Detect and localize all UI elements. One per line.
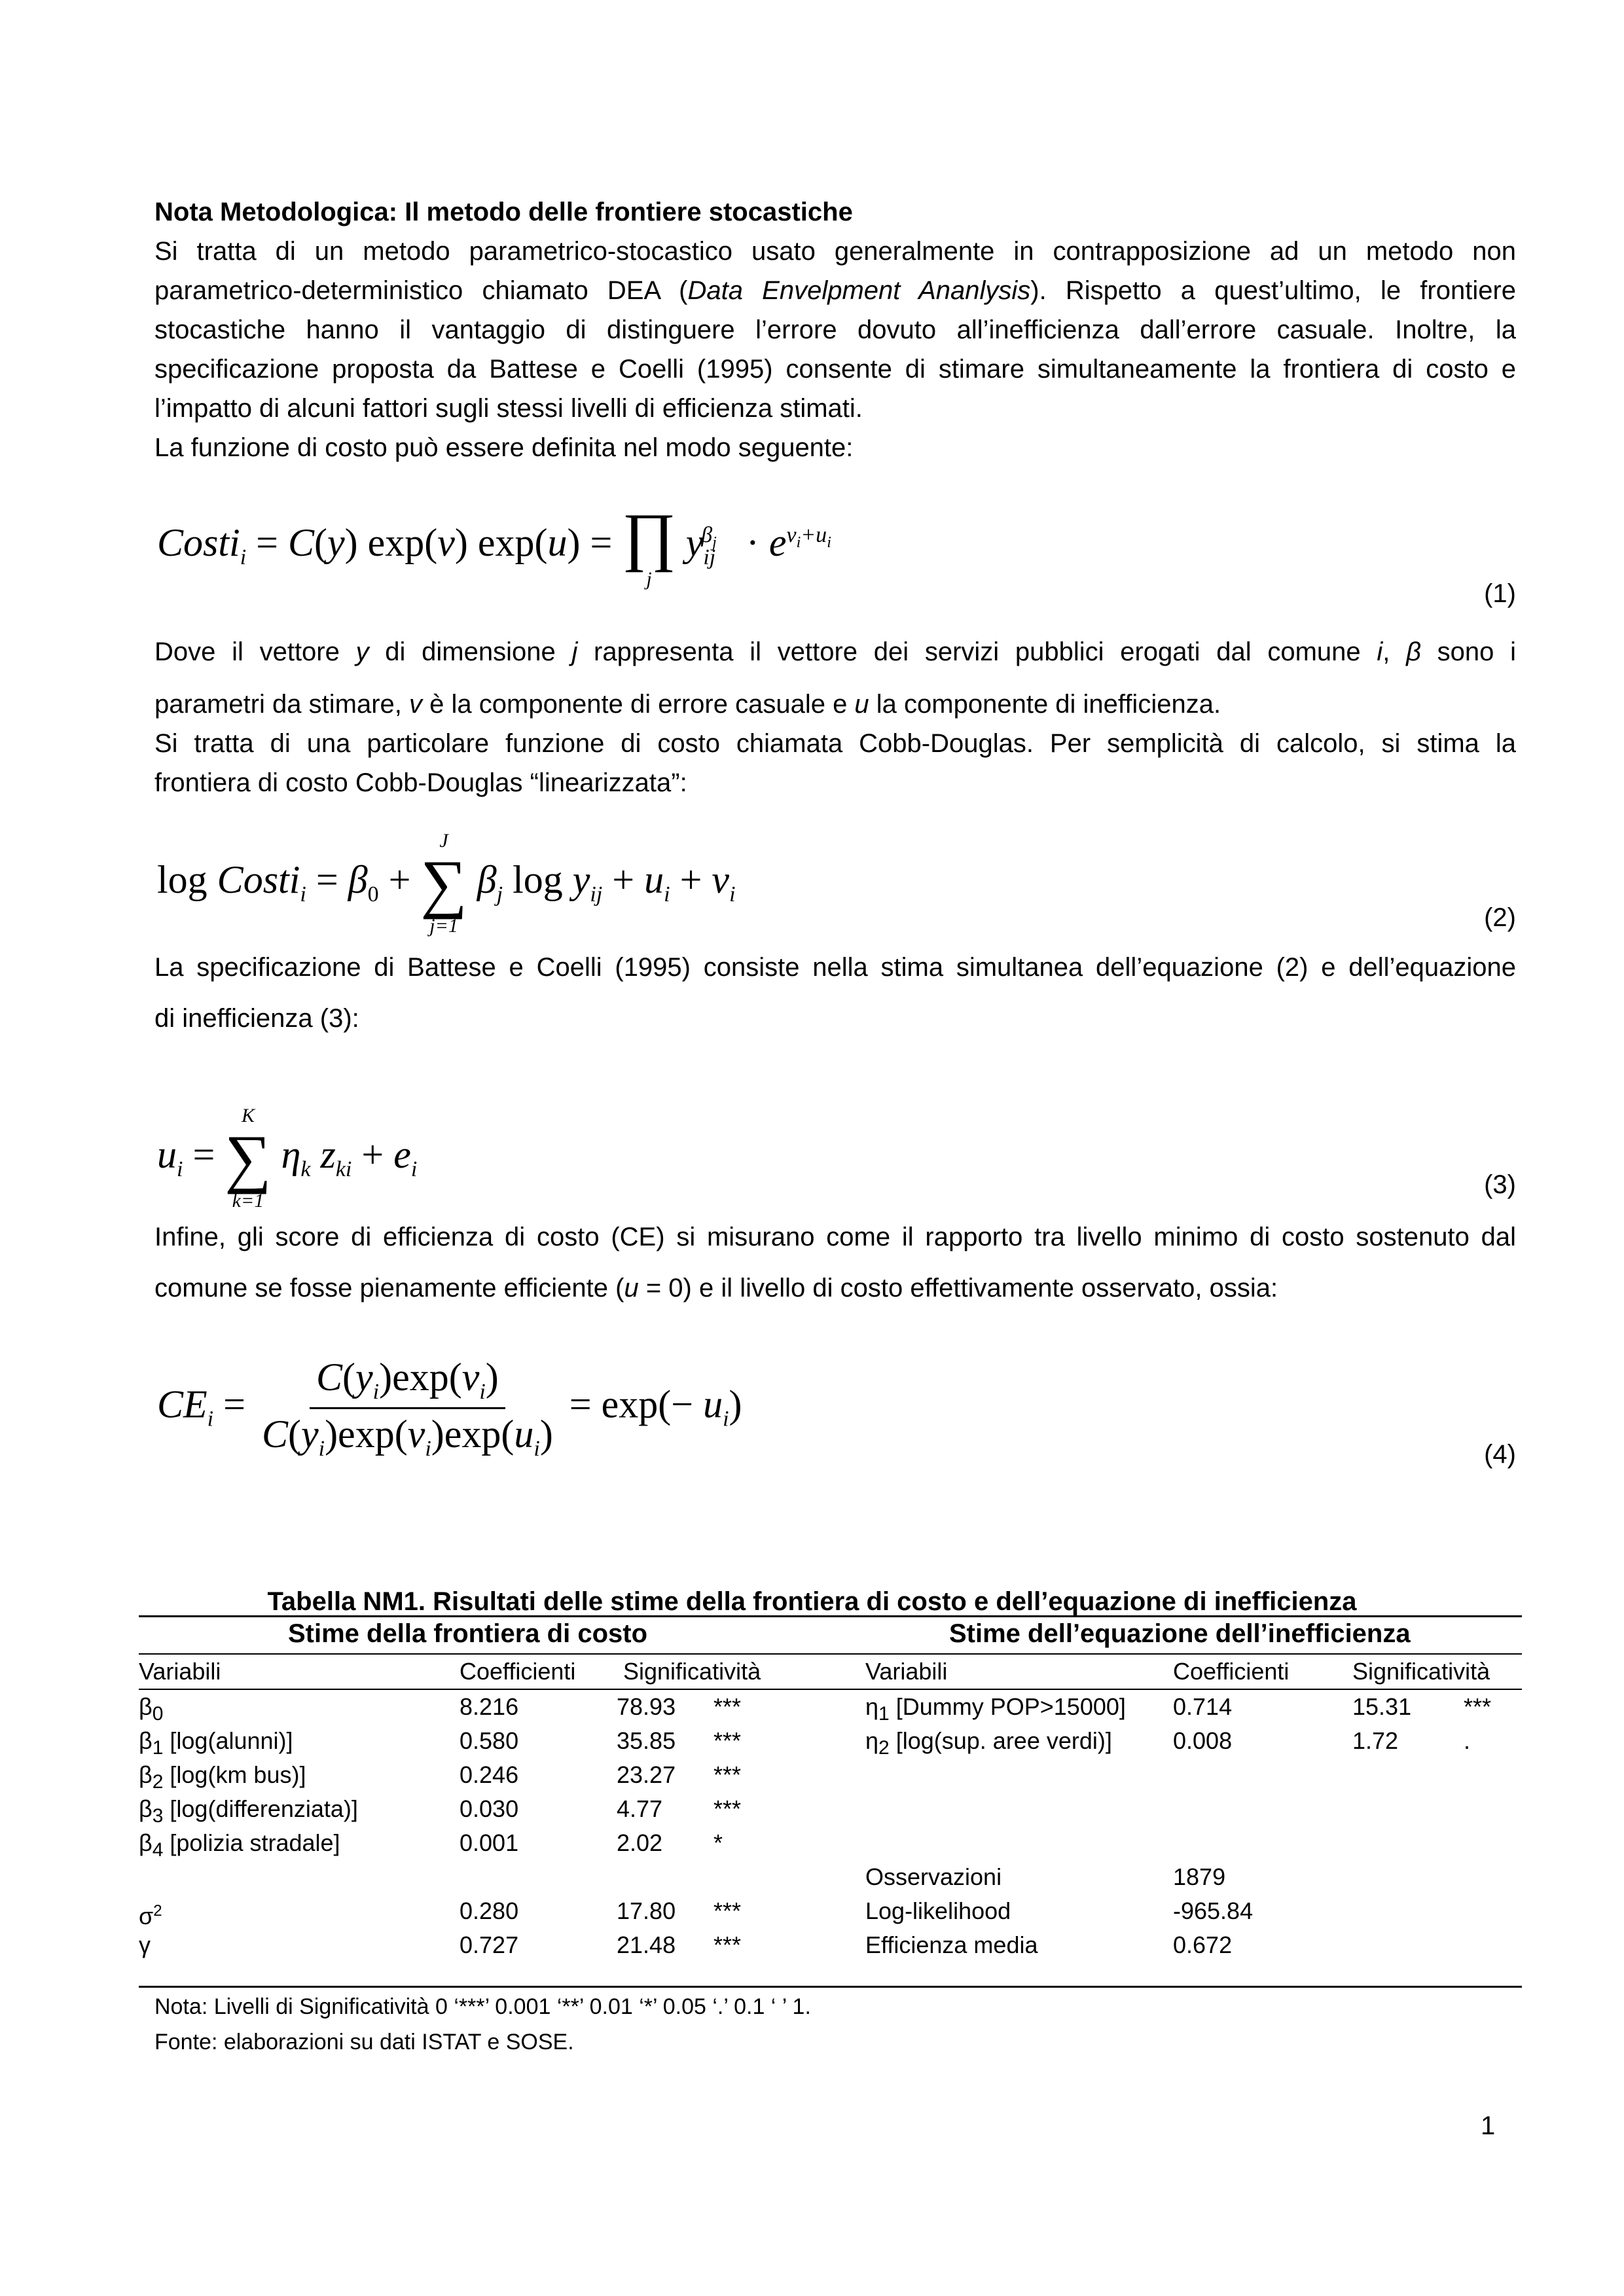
significance-cell: *** xyxy=(713,1897,742,1924)
table-row: $\beta_1$ [log(alunni)] xyxy=(139,1727,293,1759)
group-header-right: Stime dell’equazione dell’inefficienza xyxy=(949,1619,1411,1648)
table-row: $\eta_2$ [log(sup. aree verdi)] xyxy=(865,1727,1112,1759)
t-stat-cell: 23.27 xyxy=(617,1761,676,1788)
stat-value: 0.672 xyxy=(1173,1931,1233,1958)
significance-cell: *** xyxy=(713,1795,742,1822)
equation-4: $CE_i$ = $\frac{C(y_i)\exp(v_i)}{C(y_i)\exp(v_i)\exp(u_i)}$ = $\exp(- u_i)$ xyxy=(157,1355,742,1461)
significance-cell: *** xyxy=(713,1727,742,1754)
coefficient-cell: 0.001 xyxy=(460,1829,519,1856)
table-row: $\beta_3$ [log(differenziata)] xyxy=(139,1795,358,1827)
coefficient-cell: 0.280 xyxy=(460,1897,519,1924)
text-line: l’impatto di alcuni fattori sugli stessi livelli di efficienza stimati. xyxy=(154,394,863,423)
text-line: La funzione di costo può essere definita nel modo seguente: xyxy=(154,433,854,462)
significance-cell: *** xyxy=(713,1693,742,1720)
text-line: Dove il vettore y di dimensione j rappresenta il vettore dei servizi pubblici erogati dal comune i, β sono i xyxy=(154,637,1517,666)
stat-label: Log-likelihood xyxy=(865,1897,1011,1924)
text-line: Si tratta di una particolare funzione di costo chiamata Cobb-Douglas. Per semplicità di calcolo, si stima la xyxy=(154,729,1516,758)
significance-cell: *** xyxy=(713,1761,742,1788)
text-line: parametrico-deterministico chiamato DEA (Data Envelpment Ananlysis). Rispetto a quest’ultimo, le frontiere xyxy=(154,276,1517,305)
t-stat-cell: 1.72 xyxy=(1352,1727,1399,1754)
table-row: γ xyxy=(139,1931,151,1958)
column-header: Coefficienti xyxy=(460,1658,576,1685)
equation-1: Costi$_i$ = C(y) exp(v) exp(u) = ∏ j $y_{ij}^{\beta_j}$ · $e^{v_i+u_i}$ xyxy=(157,500,831,590)
t-stat-cell: 17.80 xyxy=(617,1897,676,1924)
text-line: Infine, gli score di efficienza di costo (CE) si misurano come il rapporto tra livello minimo di costo sostenuto dal xyxy=(154,1223,1516,1251)
table-header-rule xyxy=(139,1653,1522,1655)
text-line: parametri da stimare, v è la componente di errore casuale e u la componente di inefficienza. xyxy=(154,690,1221,719)
coefficient-cell: 0.580 xyxy=(460,1727,519,1754)
significance-cell: * xyxy=(713,1829,723,1856)
table-note: Nota: Livelli di Significatività 0 ‘***’ 0.001 ‘**’ 0.01 ‘*’ 0.05 ‘.’ 0.1 ‘ ’ 1. xyxy=(154,1994,811,2019)
equation-3: $u_i$ = K ∑ k=1 $\eta_k$ $z_{ki} + e_i$ xyxy=(157,1105,418,1211)
equation-number: (3) xyxy=(1484,1170,1516,1199)
table-top-rule xyxy=(139,1615,1522,1617)
page-number: 1 xyxy=(1481,2111,1496,2140)
table-row: $\eta_1$ [Dummy POP>15000] xyxy=(865,1693,1126,1725)
table-column-rule xyxy=(139,1689,1522,1690)
column-header: Coefficienti xyxy=(1173,1658,1290,1685)
column-header: Significatività xyxy=(623,1658,761,1685)
paragraph-efficiency xyxy=(154,1217,1516,1308)
stat-value: -965.84 xyxy=(1173,1897,1254,1924)
paragraph-specification xyxy=(154,948,1516,1038)
section-heading: Nota Metodologica: Il metodo delle frontiere stocastiche xyxy=(154,198,853,226)
group-header-left: Stime della frontiera di costo xyxy=(288,1619,648,1648)
text-line: frontiera di costo Cobb-Douglas “linearizzata”: xyxy=(154,768,687,797)
text-line: Si tratta di un metodo parametrico-stocastico usato generalmente in contrapposizione ad un metodo non xyxy=(154,237,1516,266)
text-line: stocastiche hanno il vantaggio di distinguere l’errore dovuto all’inefficienza dall’errore casuale. Inoltre, la xyxy=(154,315,1516,344)
coefficient-cell: 0.246 xyxy=(460,1761,519,1788)
paragraph-intro xyxy=(154,232,1516,467)
t-stat-cell: 78.93 xyxy=(617,1693,676,1720)
coefficient-cell: 0.727 xyxy=(460,1931,519,1958)
column-header: Variabili xyxy=(139,1658,221,1685)
t-stat-cell: 35.85 xyxy=(617,1727,676,1754)
stat-label: Osservazioni xyxy=(865,1863,1002,1890)
equation-2: log Costi$_i$ = $\beta_0$ + J ∑ j=1 $\beta_j$ $\log y_{ij} + u_i + v_i$ xyxy=(157,830,736,937)
stat-label: Efficienza media xyxy=(865,1931,1038,1958)
coefficient-cell: 0.008 xyxy=(1173,1727,1233,1754)
column-header: Significatività xyxy=(1352,1658,1490,1685)
text-line: comune se fosse pienamente efficiente (u = 0) e il livello di costo effettivamente osservato, ossia: xyxy=(154,1274,1278,1302)
stat-value: 1879 xyxy=(1173,1863,1226,1890)
text-line: La specificazione di Battese e Coelli (1995) consiste nella stima simultanea dell’equazione (2) e dell’equazione xyxy=(154,953,1516,982)
table-row: $\beta_2$ [log(km bus)] xyxy=(139,1761,306,1793)
table-row: $\sigma^2$ xyxy=(139,1902,162,1929)
coefficient-cell: 8.216 xyxy=(460,1693,519,1720)
t-stat-cell: 21.48 xyxy=(617,1931,676,1958)
coefficient-cell: 0.714 xyxy=(1173,1693,1233,1720)
table-row: $\beta_0$ xyxy=(139,1693,164,1725)
significance-cell: . xyxy=(1464,1727,1471,1754)
text-line: di inefficienza (3): xyxy=(154,1004,359,1033)
paragraph-definitions xyxy=(154,632,1516,802)
t-stat-cell: 4.77 xyxy=(617,1795,663,1822)
column-header: Variabili xyxy=(865,1658,948,1685)
table-caption: Tabella NM1. Risultati delle stime della frontiera di costo e dell’equazione di inefficienza xyxy=(267,1587,1357,1616)
t-stat-cell: 15.31 xyxy=(1352,1693,1412,1720)
text-line: specificazione proposta da Battese e Coelli (1995) consente di stimare simultaneamente la frontiera di costo e xyxy=(154,355,1516,384)
significance-cell: *** xyxy=(713,1931,742,1958)
significance-cell: *** xyxy=(1464,1693,1492,1720)
equation-number: (1) xyxy=(1484,579,1516,608)
equation-number: (4) xyxy=(1484,1440,1516,1469)
table-row: $\beta_4$ [polizia stradale] xyxy=(139,1829,340,1861)
coefficient-cell: 0.030 xyxy=(460,1795,519,1822)
equation-number: (2) xyxy=(1484,903,1516,932)
table-source: Fonte: elaborazioni su dati ISTAT e SOSE. xyxy=(154,2030,574,2054)
table-bottom-rule xyxy=(139,1986,1522,1988)
t-stat-cell: 2.02 xyxy=(617,1829,663,1856)
